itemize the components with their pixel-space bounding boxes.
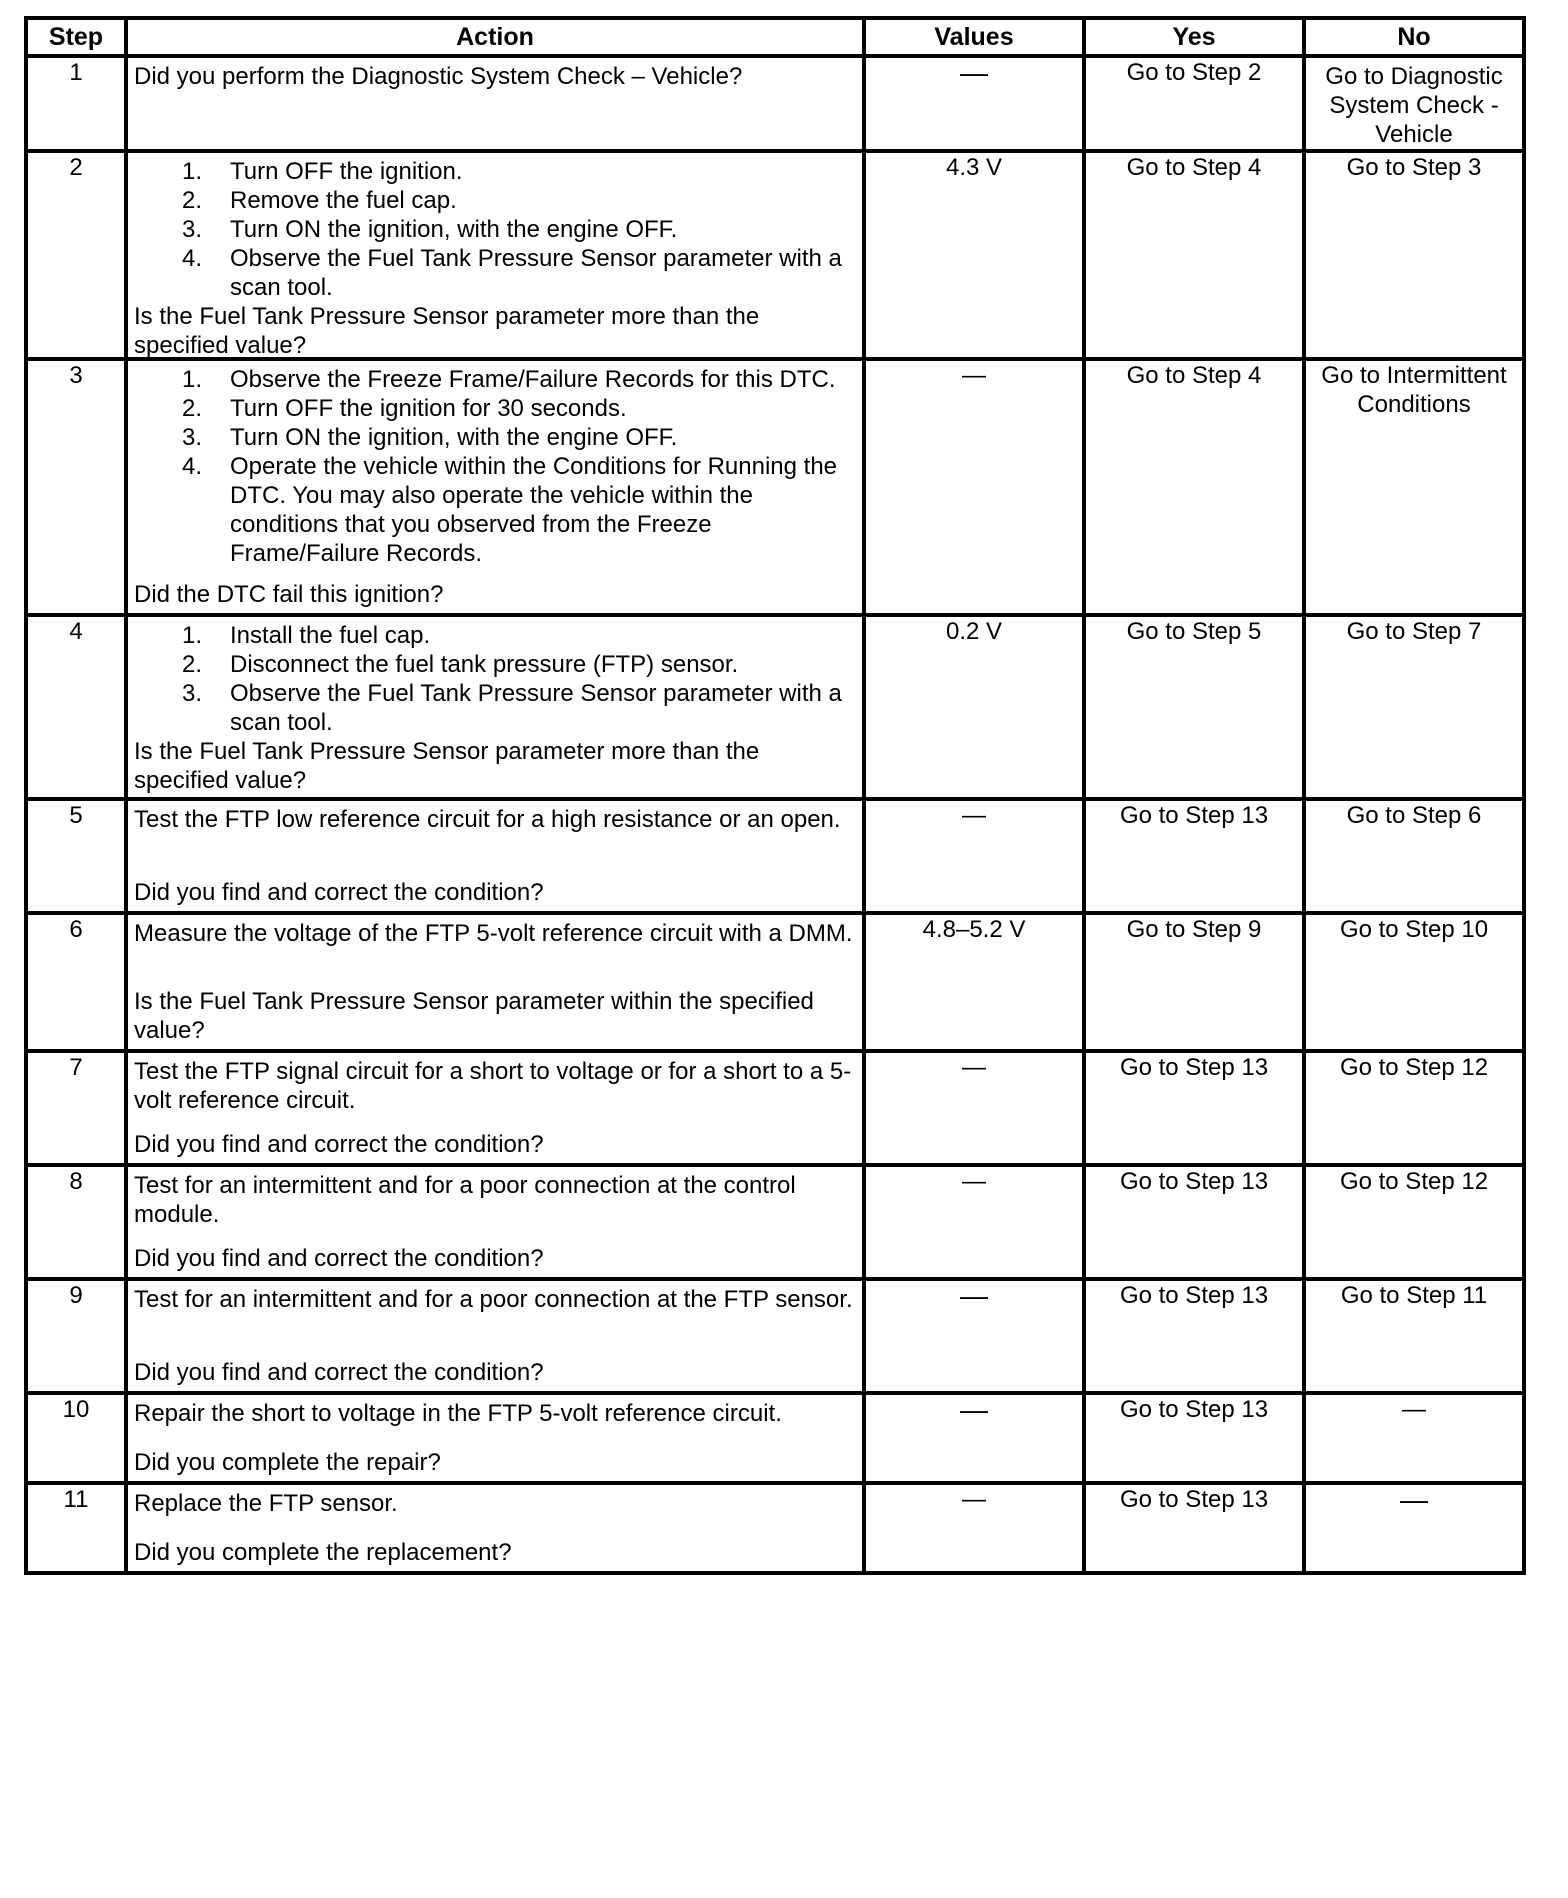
no-cell: Go to Intermittent Conditions <box>1304 359 1524 615</box>
value-cell: — <box>864 1483 1084 1573</box>
step-number: 8 <box>26 1165 126 1279</box>
action-steps-list <box>134 365 856 568</box>
yes-cell: Go to Step 4 <box>1084 359 1304 615</box>
action-question: Did you find and correct the condition? <box>134 1359 544 1386</box>
value-cell: — <box>864 359 1084 615</box>
action-question: Is the Fuel Tank Pressure Sensor parameter more than the specified value? <box>134 303 760 359</box>
table-row <box>26 1393 1524 1483</box>
value-text: — <box>960 1280 988 1311</box>
action-intro: Did you perform the Diagnostic System Check – Vehicle? <box>134 63 743 90</box>
step-number: 6 <box>26 913 126 1051</box>
list-item: 1. Observe the Freeze Frame/Failure Records for this DTC. <box>182 366 836 393</box>
yes-cell: Go to Step 13 <box>1084 799 1304 913</box>
yes-cell: Go to Step 4 <box>1084 151 1304 359</box>
action-intro: Measure the voltage of the FTP 5-volt reference circuit with a DMM. <box>134 920 853 947</box>
value-cell: 4.8–5.2 V <box>864 913 1084 1051</box>
action-cell <box>126 1483 864 1573</box>
no-cell: Go to Step 7 <box>1304 615 1524 799</box>
value-cell <box>864 1279 1084 1393</box>
action-cell <box>126 151 864 359</box>
action-cell <box>126 56 864 151</box>
action-intro: Test the FTP signal circuit for a short to voltage or for a short to a 5-volt reference circuit. <box>134 1058 852 1114</box>
table-row <box>26 151 1524 359</box>
step-number: 10 <box>26 1393 126 1483</box>
table-row <box>26 56 1524 151</box>
value-cell: — <box>864 1165 1084 1279</box>
no-cell: Go to Step 12 <box>1304 1165 1524 1279</box>
step-number: 9 <box>26 1279 126 1393</box>
action-question: Did you complete the replacement? <box>134 1539 512 1566</box>
step-number: 7 <box>26 1051 126 1165</box>
action-question: Is the Fuel Tank Pressure Sensor parameter more than the specified value? <box>134 738 760 794</box>
list-item: 1. Install the fuel cap. <box>182 622 431 649</box>
list-item: 4. Operate the vehicle within the Conditions for Running the DTC. You may also operate the vehicle within the conditions that you observed from the Freeze Frame/Failure Records. <box>182 453 838 567</box>
action-question: Did you find and correct the condition? <box>134 1131 544 1158</box>
yes-cell: Go to Step 13 <box>1084 1051 1304 1165</box>
no-cell: Go to Step 11 <box>1304 1279 1524 1393</box>
value-text: — <box>960 1394 988 1425</box>
header-yes: Yes <box>1084 18 1304 56</box>
yes-cell: Go to Step 2 <box>1084 56 1304 151</box>
action-question: Did you find and correct the condition? <box>134 1245 544 1272</box>
list-item: 4. Observe the Fuel Tank Pressure Sensor parameter with a scan tool. <box>182 245 842 301</box>
table-row <box>26 1279 1524 1393</box>
list-item: 1. Turn OFF the ignition. <box>182 158 463 185</box>
action-intro: Test for an intermittent and for a poor connection at the control module. <box>134 1172 796 1228</box>
value-cell: — <box>864 1051 1084 1165</box>
table-row <box>26 799 1524 913</box>
no-cell: Go to Step 3 <box>1304 151 1524 359</box>
no-cell: Go to Step 10 <box>1304 913 1524 1051</box>
action-question: Did the DTC fail this ignition? <box>134 581 444 608</box>
step-number: 2 <box>26 151 126 359</box>
step-number: 11 <box>26 1483 126 1573</box>
action-question: Did you find and correct the condition? <box>134 879 544 906</box>
yes-cell: Go to Step 13 <box>1084 1279 1304 1393</box>
list-item: 2. Disconnect the fuel tank pressure (FTP) sensor. <box>182 651 739 678</box>
yes-cell: Go to Step 5 <box>1084 615 1304 799</box>
value-cell <box>864 56 1084 151</box>
yes-cell: Go to Step 13 <box>1084 1393 1304 1483</box>
value-cell <box>864 1393 1084 1483</box>
action-cell <box>126 913 864 1051</box>
table-row <box>26 1483 1524 1573</box>
list-item: 2. Turn OFF the ignition for 30 seconds. <box>182 395 627 422</box>
action-question: Is the Fuel Tank Pressure Sensor parameter within the specified value? <box>134 988 814 1044</box>
list-item: 3. Turn ON the ignition, with the engine OFF. <box>182 424 678 451</box>
list-item: 2. Remove the fuel cap. <box>182 187 457 214</box>
no-cell: Go to Diagnostic System Check - Vehicle <box>1304 56 1524 151</box>
header-step: Step <box>26 18 126 56</box>
action-intro: Test the FTP low reference circuit for a high resistance or an open. <box>134 806 841 833</box>
no-cell: Go to Step 12 <box>1304 1051 1524 1165</box>
header-action: Action <box>126 18 864 56</box>
value-text: — <box>1400 1484 1428 1515</box>
action-steps-list <box>134 157 856 302</box>
value-cell: — <box>864 799 1084 913</box>
yes-cell: Go to Step 13 <box>1084 1483 1304 1573</box>
value-cell: 4.3 V <box>864 151 1084 359</box>
action-question: Did you complete the repair? <box>134 1449 441 1476</box>
action-cell <box>126 615 864 799</box>
value-cell: 0.2 V <box>864 615 1084 799</box>
step-number: 1 <box>26 56 126 151</box>
action-cell <box>126 1279 864 1393</box>
header-row <box>26 18 1524 56</box>
value-text: — <box>960 57 988 88</box>
action-cell <box>126 1393 864 1483</box>
table-row <box>26 615 1524 799</box>
action-cell <box>126 1051 864 1165</box>
list-item: 3. Turn ON the ignition, with the engine OFF. <box>182 216 678 243</box>
action-intro: Test for an intermittent and for a poor connection at the FTP sensor. <box>134 1286 853 1313</box>
action-steps-list <box>134 621 856 737</box>
action-cell <box>126 1165 864 1279</box>
action-cell <box>126 799 864 913</box>
table-row <box>26 1165 1524 1279</box>
action-intro: Repair the short to voltage in the FTP 5-volt reference circuit. <box>134 1400 782 1427</box>
no-cell <box>1304 1483 1524 1573</box>
header-values: Values <box>864 18 1084 56</box>
header-no: No <box>1304 18 1524 56</box>
step-number: 4 <box>26 615 126 799</box>
yes-cell: Go to Step 9 <box>1084 913 1304 1051</box>
no-cell: — <box>1304 1393 1524 1483</box>
no-cell: Go to Step 6 <box>1304 799 1524 913</box>
table-row <box>26 359 1524 615</box>
table-row <box>26 913 1524 1051</box>
step-number: 5 <box>26 799 126 913</box>
list-item: 3. Observe the Fuel Tank Pressure Sensor parameter with a scan tool. <box>182 680 842 736</box>
action-cell <box>126 359 864 615</box>
step-number: 3 <box>26 359 126 615</box>
action-intro: Replace the FTP sensor. <box>134 1490 398 1517</box>
diagnostic-table <box>24 16 1526 1575</box>
yes-cell: Go to Step 13 <box>1084 1165 1304 1279</box>
table-row <box>26 1051 1524 1165</box>
